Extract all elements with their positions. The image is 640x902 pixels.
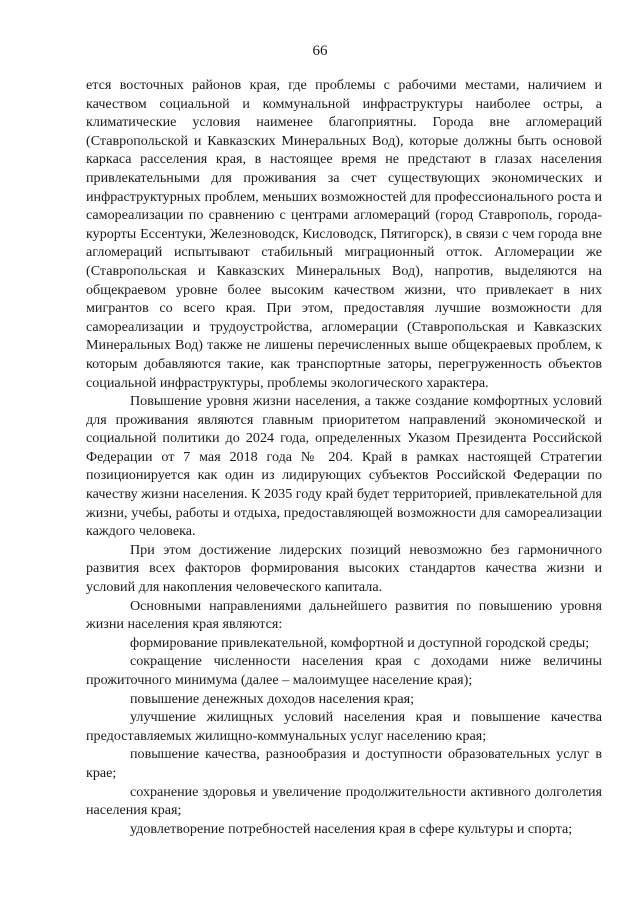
paragraph: При этом достижение лидерских позиций невозможно без гармоничного развития всех факторов формирования высоких стандартов качества жизни и условий для накопления человеческого капитала.: [86, 541, 602, 596]
document-body: [86, 76, 602, 838]
list-item: сохранение здоровья и увеличение продолжительности активного долголетия населения края;: [86, 783, 602, 819]
paragraph-continued: ется восточных районов края, где проблемы с рабочими местами, наличием и качеством социальной и коммунальной инфраструктуры наиболее остры, а климатические условия наименее благоприятны. Города вне агломераций (Ставропольской и Кавказских Минеральных Вод), которые должны быть основой каркаса расселения края, в настоящее время не предстают в глазах населения привлекательными для проживания за счет существующих экономических и инфраструктурных проблем, меньших возможностей для профессионального роста и самореализации по сравнению с центрами агломераций (город Ставрополь, города-курорты Ессентуки, Железноводск, Кисловодск, Пятигорск), в связи с чем города вне агломераций испытывают стабильный миграционный отток. Агломерации же (Ставропольская и Кавказских Минеральных Вод), напротив, выделяются на общекраевом уровне более высоким качеством жизни, что привлекает в них мигрантов со всего края. При этом, предоставляя лучшие возможности для самореализации и трудоустройства, агломерации (Ставропольская и Кавказских Минеральных Вод) также не лишены перечисленных выше общекраевых проблем, к которым добавляются такие, как транспортные заторы, перегруженность объектов социальной инфраструктуры, проблемы экологического характера.: [86, 77, 602, 391]
list-item: улучшение жилищных условий населения края и повышение качества предоставляемых жилищно-коммунальных услуг населению края;: [86, 709, 602, 744]
list-item: сокращение численности населения края с доходами ниже величины прожиточного минимума (далее – малоимущее население края);: [86, 653, 602, 688]
page-number: 66: [312, 43, 328, 59]
list-item: повышение денежных доходов населения края;: [130, 690, 415, 707]
list-item: удовлетворение потребностей населения края в сфере культуры и спорта;: [130, 820, 573, 837]
paragraph: Основными направлениями дальнейшего развития по повышению уровня жизни населения края являются:: [86, 597, 602, 633]
paragraph: Повышение уровня жизни населения, а также создание комфортных условий для проживания являются главным приоритетом направлений экономической и социальной политики до 2024 года, определенных Указом Президента Российской Федерации от 7 мая 2018 года № 204. Край в рамках настоящей Стратегии позиционируется как один из лидирующих субъектов Российской Федерации по качеству жизни населения. К 2035 году край будет территорией, привлекательной для жизни, учебы, работы и отдыха, предоставляющей возможности для самореализации каждого человека.: [86, 393, 602, 540]
list-item: повышение качества, разнообразия и доступности образовательных услуг в крае;: [86, 746, 602, 781]
list-item: формирование привлекательной, комфортной и доступной городской среды;: [130, 634, 590, 651]
